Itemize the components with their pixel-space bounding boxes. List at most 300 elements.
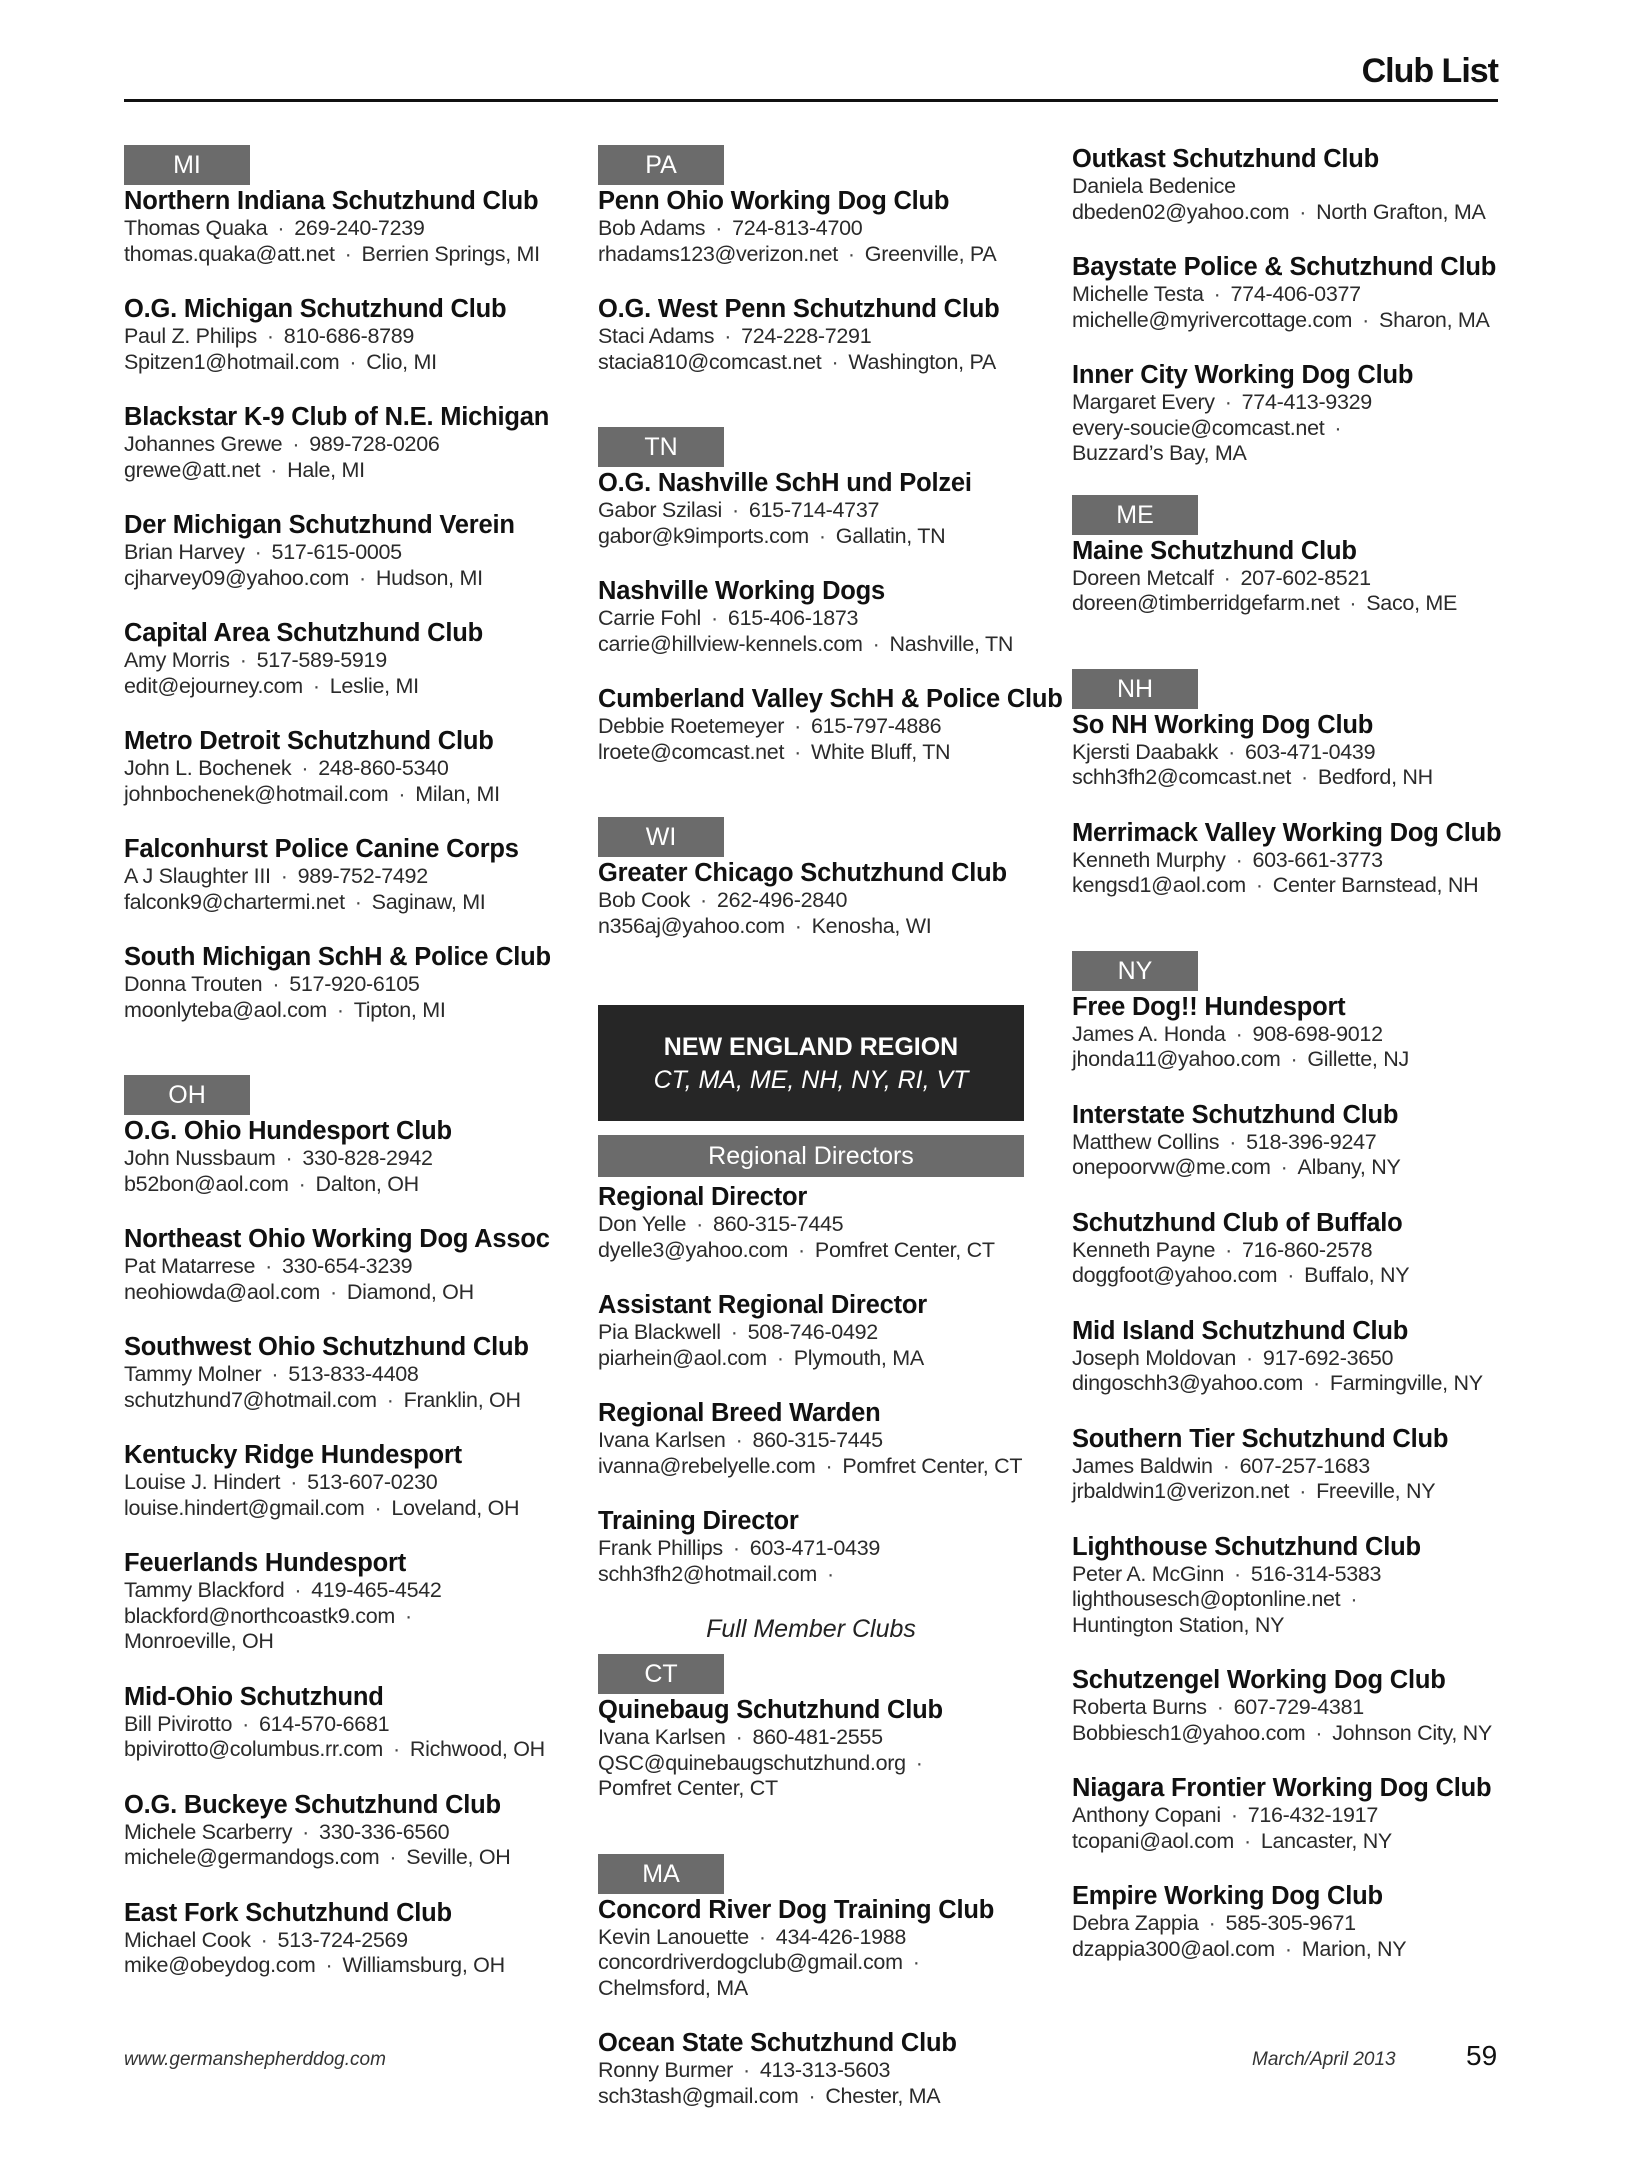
contact-field: Nashville, TN (889, 631, 1014, 656)
club-contact-line (598, 350, 1038, 376)
column-1 (124, 145, 564, 2031)
region-title: NEW ENGLAND REGION (663, 1033, 959, 1061)
club-contact-line (1072, 1263, 1512, 1289)
club-entry (1072, 1666, 1512, 1746)
director-title: Training Director (598, 1507, 799, 1535)
contact-field: mike@obeydog.com (124, 1953, 316, 1977)
club-contact-line (124, 1362, 564, 1388)
club-contact-line (124, 1820, 564, 1846)
contact-field: 603-471-0439 (1244, 739, 1376, 764)
separator-dot: · (1228, 739, 1235, 764)
contact-field: stacia810@comcast.net (598, 349, 822, 374)
separator-dot: · (1216, 1695, 1224, 1719)
club-name: So NH Working Dog Club (1072, 710, 1374, 739)
spacer (598, 967, 1038, 991)
club-entry (124, 943, 564, 1023)
club-contact-line (124, 216, 564, 242)
club-name: Northeast Ohio Working Dog Assoc (124, 1225, 550, 1253)
club-contact-line (1072, 1454, 1512, 1480)
club-entry (124, 1441, 564, 1521)
separator-dot: · (1222, 1453, 1230, 1478)
club-entry (1072, 1209, 1512, 1289)
separator-dot: · (1284, 1936, 1292, 1961)
club-entry (124, 1791, 564, 1871)
separator-dot: · (242, 1711, 249, 1736)
spacer (1072, 1990, 1512, 2014)
page-number: 59 (1466, 2040, 1498, 2071)
contact-field: Bob Cook (598, 888, 691, 912)
separator-dot: · (239, 648, 247, 672)
separator-dot: · (818, 523, 826, 548)
club-entry (1072, 711, 1512, 791)
contact-field: Albany, NY (1297, 1155, 1401, 1179)
club-entry (1072, 145, 1512, 225)
separator-dot: · (743, 2058, 750, 2082)
club-name: East Fork Schutzhund Club (124, 1898, 452, 1927)
club-contact-line (124, 1629, 564, 1655)
contact-field: 262-496-2840 (716, 888, 848, 912)
club-entry (598, 2029, 1038, 2109)
separator-dot: · (794, 739, 801, 764)
contact-field: 330-654-3239 (282, 1254, 413, 1278)
separator-dot: · (1224, 390, 1232, 414)
club-contact-line (1072, 566, 1512, 592)
club-entry (124, 1333, 564, 1413)
contact-field: Peter A. McGinn (1072, 1561, 1225, 1586)
contact-field: 716-860-2578 (1242, 1237, 1373, 1262)
contact-field: QSC@quinebaugschutzhund.org (598, 1750, 906, 1775)
separator-dot: · (301, 756, 309, 780)
contact-field: Diamond, OH (346, 1279, 474, 1304)
club-contact-line (124, 1737, 564, 1763)
separator-dot: · (1235, 1021, 1243, 1046)
contact-field: dingoschh3@yahoo.com (1072, 1371, 1303, 1395)
club-contact-line (124, 1928, 564, 1954)
spacer (598, 1830, 1038, 1854)
separator-dot: · (711, 606, 718, 630)
club-contact-line (1072, 1238, 1512, 1264)
club-name: Lighthouse Schutzhund Club (1072, 1532, 1421, 1561)
club-contact-line (124, 1388, 564, 1414)
contact-field: b52bon@aol.com (124, 1171, 289, 1196)
club-contact-line (1072, 1721, 1512, 1747)
club-contact-line (124, 1578, 564, 1604)
contact-field: 434-426-1988 (775, 1924, 907, 1949)
club-name: Cumberland Valley SchH & Police Club (598, 685, 1063, 713)
separator-dot: · (266, 324, 274, 348)
club-contact-line (1072, 1829, 1512, 1855)
separator-dot: · (825, 1453, 833, 1478)
director-title: Assistant Regional Director (598, 1291, 928, 1319)
state-tab: NH (1072, 669, 1198, 709)
spacer (598, 403, 1038, 427)
contact-field: James A. Honda (1072, 1021, 1226, 1046)
club-contact-line (124, 1470, 564, 1496)
separator-dot: · (1208, 1911, 1216, 1935)
contact-field: Michael Cook (124, 1927, 251, 1952)
club-name: Outkast Schutzhund Club (1072, 145, 1380, 173)
club-contact-line (1072, 848, 1512, 874)
club-contact-line (124, 432, 564, 458)
separator-dot: · (280, 864, 288, 888)
club-contact-line (124, 1254, 564, 1280)
club-entry (1072, 253, 1512, 333)
club-contact-line (1072, 1562, 1512, 1588)
club-contact-line (598, 914, 1038, 940)
contact-field: concordriverdogclub@gmail.com (598, 1950, 903, 1974)
state-tab: NY (1072, 951, 1198, 991)
contact-field: lroete@comcast.net (598, 739, 785, 764)
spacer (598, 2137, 1038, 2161)
contact-field: Pat Matarrese (124, 1254, 256, 1278)
club-entry (598, 1696, 1038, 1802)
separator-dot: · (724, 324, 732, 348)
separator-dot: · (254, 540, 262, 564)
contact-field: Anthony Copani (1072, 1803, 1221, 1827)
contact-field: thomas.quaka@att.net (124, 241, 335, 266)
contact-field: 518-396-9247 (1246, 1129, 1377, 1154)
separator-dot: · (794, 714, 801, 738)
club-name: Schutzengel Working Dog Club (1072, 1666, 1446, 1694)
club-name: Mid Island Schutzhund Club (1072, 1316, 1409, 1345)
contact-field: 508-746-0492 (747, 1320, 878, 1344)
club-entry (1072, 1774, 1512, 1854)
contact-field: Center Barnstead, NH (1272, 873, 1479, 897)
separator-dot: · (798, 1237, 805, 1262)
club-contact-line (1072, 200, 1512, 226)
contact-field: A J Slaughter III (124, 864, 271, 888)
club-name: Southern Tier Schutzhund Club (1072, 1424, 1449, 1453)
club-entry (598, 859, 1038, 939)
club-contact-line (1072, 1047, 1512, 1073)
separator-dot: · (1287, 1263, 1295, 1287)
contact-field: Johannes Grewe (124, 432, 283, 456)
club-contact-line (124, 540, 564, 566)
contact-field: Debbie Roetemeyer (598, 714, 785, 738)
separator-dot: · (1223, 565, 1231, 590)
spacer (124, 1051, 564, 1075)
contact-field: Freeville, NY (1316, 1479, 1436, 1503)
contact-field: Donna Trouten (124, 972, 263, 996)
separator-dot: · (260, 1927, 268, 1952)
contact-field: grewe@att.net (124, 457, 261, 482)
club-contact-line (1072, 1479, 1512, 1505)
contact-field: 413-313-5603 (759, 2058, 891, 2082)
contact-field: Hudson, MI (375, 565, 483, 590)
club-contact-line (124, 648, 564, 674)
club-contact-line (1072, 765, 1512, 791)
header-rule (124, 99, 1498, 102)
contact-field: 513-724-2569 (277, 1927, 408, 1952)
contact-field: Seville, OH (406, 1845, 511, 1869)
club-entry (124, 403, 564, 483)
contact-field: 774-413-9329 (1241, 390, 1372, 414)
club-entry (1072, 1533, 1512, 1639)
separator-dot: · (730, 1320, 738, 1344)
club-contact-line (598, 1925, 1038, 1951)
contact-field: sch3tash@gmail.com (598, 2083, 799, 2108)
separator-dot: · (715, 216, 723, 240)
contact-field: Johnson City, NY (1332, 1720, 1492, 1745)
club-name: Greater Chicago Schutzhund Club (598, 859, 1007, 887)
club-contact-line (124, 242, 564, 268)
contact-field: Saco, ME (1366, 591, 1458, 615)
club-contact-line (598, 216, 1038, 242)
club-contact-line (598, 1562, 1038, 1588)
contact-field: schutzhund7@hotmail.com (124, 1387, 377, 1412)
contact-field: Louise J. Hindert (124, 1470, 281, 1494)
club-contact-line (124, 1172, 564, 1198)
contact-field: Paul Z. Philips (124, 324, 257, 348)
club-entry (1072, 1101, 1512, 1181)
club-contact-line (598, 242, 1038, 268)
spacer (598, 793, 1038, 817)
region-states: CT, MA, ME, NH, NY, RI, VT (653, 1066, 969, 1094)
separator-dot: · (389, 1845, 397, 1869)
club-entry (124, 1225, 564, 1305)
contact-field: Kenneth Murphy (1072, 847, 1226, 872)
contact-field: johnbochenek@hotmail.com (124, 781, 389, 806)
club-contact-line (124, 674, 564, 700)
club-contact-line (598, 2084, 1038, 2110)
club-name: Penn Ohio Working Dog Club (598, 187, 950, 215)
club-contact-line (598, 1950, 1038, 1976)
separator-dot: · (1312, 1371, 1320, 1395)
contact-field: Doreen Metcalf (1072, 565, 1214, 590)
club-name: Free Dog!! Hundesport (1072, 992, 1346, 1021)
separator-dot: · (700, 888, 707, 912)
contact-field: Kenosha, WI (811, 913, 932, 938)
contact-field: Williamsburg, OH (342, 1953, 505, 1977)
club-contact-line (1072, 1130, 1512, 1156)
contact-field: dbeden02@yahoo.com (1072, 199, 1290, 224)
contact-field: piarhein@aol.com (598, 1345, 767, 1370)
contact-field: 517-615-0005 (271, 540, 402, 564)
contact-field: Bobbiesch1@yahoo.com (1072, 1720, 1306, 1745)
page-title: Club List (1361, 52, 1498, 90)
contact-field: North Grafton, MA (1316, 199, 1486, 224)
contact-field: Sharon, MA (1379, 307, 1490, 332)
state-tab: MA (598, 1854, 724, 1894)
contact-field: Bedford, NH (1317, 765, 1433, 789)
contact-field: Joseph Moldovan (1072, 1345, 1237, 1370)
club-contact-line (1072, 308, 1512, 334)
separator-dot: · (374, 1495, 382, 1520)
contact-field: 330-336-6560 (319, 1819, 450, 1844)
club-name: Schutzhund Club of Buffalo (1072, 1208, 1403, 1237)
club-contact-line (124, 1604, 564, 1630)
separator-dot: · (270, 457, 278, 482)
footer-date: March/April 2013 (1252, 2049, 1396, 2070)
club-contact-line (1072, 1937, 1512, 1963)
contact-field: michele@germandogs.com (124, 1845, 380, 1869)
club-entry (598, 295, 1038, 375)
club-contact-line (598, 498, 1038, 524)
contact-field: 269-240-7239 (294, 216, 425, 240)
club-contact-line (598, 888, 1038, 914)
club-contact-line (1072, 1803, 1512, 1829)
club-contact-line (1072, 1613, 1512, 1639)
separator-dot: · (915, 1750, 923, 1775)
contact-field: Buzzard’s Bay, MA (1072, 441, 1247, 465)
contact-field: Kenneth Payne (1072, 1237, 1216, 1262)
club-entry (124, 1899, 564, 1979)
contact-field: blackford@northcoastk9.com (124, 1603, 395, 1628)
club-contact-line (1072, 873, 1512, 899)
separator-dot: · (336, 997, 344, 1022)
contact-field: 908-698-9012 (1252, 1021, 1383, 1046)
separator-dot: · (302, 1819, 310, 1844)
contact-field: White Bluff, TN (811, 739, 951, 764)
contact-field: 513-607-0230 (307, 1470, 438, 1494)
contact-field: Pomfret Center, CT (814, 1237, 995, 1262)
contact-field: Chester, MA (825, 2083, 941, 2108)
club-name: Falconhurst Police Canine Corps (124, 835, 519, 863)
contact-field: Don Yelle (598, 1212, 687, 1236)
separator-dot: · (330, 1279, 337, 1304)
contact-field: Gabor Szilasi (598, 498, 722, 522)
contact-field: Michele Scarberry (124, 1819, 293, 1844)
contact-field: Chelmsford, MA (598, 1975, 748, 2000)
club-contact-line (124, 756, 564, 782)
club-contact-line (124, 566, 564, 592)
contact-field: kengsd1@aol.com (1072, 873, 1246, 897)
contact-field: Saginaw, MI (371, 889, 486, 914)
contact-field: 607-257-1683 (1239, 1453, 1370, 1478)
club-name: O.G. Ohio Hundesport Club (124, 1117, 452, 1145)
club-contact-line (124, 350, 564, 376)
contact-field: Matthew Collins (1072, 1129, 1220, 1154)
contact-field: Buffalo, NY (1304, 1263, 1410, 1287)
contact-field: Spitzen1@hotmail.com (124, 349, 340, 374)
regional-directors-bar: Regional Directors (598, 1135, 1024, 1177)
separator-dot: · (1230, 1803, 1238, 1827)
separator-dot: · (344, 241, 352, 266)
club-entry (124, 511, 564, 591)
separator-dot: · (847, 241, 855, 266)
club-contact-line (1072, 1346, 1512, 1372)
club-contact-line (1072, 1911, 1512, 1937)
club-contact-line (598, 740, 1038, 766)
club-contact-line (1072, 1022, 1512, 1048)
contact-field: falconk9@chartermi.net (124, 889, 345, 914)
club-name: Der Michigan Schutzhund Verein (124, 511, 515, 539)
separator-dot: · (1299, 199, 1307, 224)
club-name: Interstate Schutzhund Club (1072, 1100, 1399, 1129)
separator-dot: · (831, 349, 839, 374)
contact-field: carrie@hillview-kennels.com (598, 631, 863, 656)
separator-dot: · (277, 216, 285, 240)
contact-field: Pomfret Center, CT (598, 1776, 778, 1800)
club-entry (598, 469, 1038, 549)
club-entry (1072, 993, 1512, 1073)
contact-field: 716-432-1917 (1247, 1803, 1378, 1827)
contact-field: Gallatin, TN (835, 523, 946, 548)
club-contact-line (124, 1712, 564, 1738)
contact-field: Debra Zappia (1072, 1911, 1199, 1935)
contact-field: Franklin, OH (403, 1387, 521, 1412)
separator-dot: · (292, 432, 300, 456)
separator-dot: · (1280, 1155, 1288, 1179)
club-contact-line (598, 1976, 1038, 2002)
contact-field: 724-813-4700 (732, 216, 863, 240)
club-entry (598, 1896, 1038, 2002)
club-contact-line (598, 1320, 1038, 1346)
contact-field: michelle@myrivercottage.com (1072, 307, 1353, 332)
contact-field: Kjersti Daabakk (1072, 739, 1219, 764)
separator-dot: · (731, 498, 739, 522)
contact-field: Lancaster, NY (1260, 1828, 1392, 1853)
contact-field: 614-570-6681 (258, 1711, 390, 1736)
contact-field: Roberta Burns (1072, 1695, 1207, 1719)
separator-dot: · (1246, 1345, 1253, 1370)
separator-dot: · (735, 1428, 743, 1452)
contact-field: Carrie Fohl (598, 606, 702, 630)
club-name: Quinebaug Schutzhund Club (598, 1696, 943, 1724)
club-name: Maine Schutzhund Club (1072, 536, 1357, 565)
contact-field: Amy Morris (124, 648, 230, 672)
separator-dot: · (1301, 765, 1308, 789)
contact-field: 330-828-2942 (302, 1146, 433, 1170)
column-2 (598, 145, 1063, 2161)
separator-dot: · (1243, 1828, 1251, 1853)
contact-field: 585-305-9671 (1225, 1911, 1356, 1935)
contact-field: Hale, MI (287, 457, 365, 482)
spacer (124, 2007, 564, 2031)
contact-field: cjharvey09@yahoo.com (124, 565, 349, 590)
contact-field: Bob Adams (598, 216, 706, 240)
contact-field: Huntington Station, NY (1072, 1612, 1285, 1637)
state-tab: TN (598, 427, 724, 467)
contact-field: bpivirotto@columbus.rr.com (124, 1737, 383, 1761)
club-entry (598, 187, 1038, 267)
club-name: Inner City Working Dog Club (1072, 361, 1414, 389)
contact-field: 603-661-3773 (1252, 847, 1383, 872)
separator-dot: · (735, 1725, 743, 1749)
club-contact-line (1072, 1695, 1512, 1721)
separator-dot: · (1350, 1587, 1358, 1611)
club-contact-line (124, 864, 564, 890)
contact-field: Richwood, OH (409, 1737, 545, 1761)
club-contact-line (598, 1238, 1038, 1264)
club-name: Empire Working Dog Club (1072, 1882, 1383, 1910)
separator-dot: · (354, 889, 362, 914)
contact-field: edit@ejourney.com (124, 673, 303, 698)
club-name: Nashville Working Dogs (598, 577, 886, 605)
separator-dot: · (1229, 1129, 1237, 1154)
contact-field: tcopani@aol.com (1072, 1828, 1234, 1853)
separator-dot: · (732, 1536, 740, 1560)
separator-dot: · (1315, 1720, 1323, 1745)
contact-field: 513-833-4408 (288, 1362, 419, 1386)
contact-field: 989-728-0206 (309, 432, 440, 456)
club-name: Concord River Dog Training Club (598, 1895, 995, 1924)
club-contact-line (1072, 282, 1512, 308)
club-contact-line (598, 1346, 1038, 1372)
contact-field: schh3fh2@hotmail.com (598, 1561, 817, 1586)
club-entry (1072, 1317, 1512, 1397)
separator-dot: · (294, 1578, 302, 1602)
separator-dot: · (349, 349, 357, 374)
contact-field: neohiowda@aol.com (124, 1279, 321, 1304)
full-member-clubs-label: Full Member Clubs (706, 1615, 916, 1643)
club-name: Metro Detroit Schutzhund Club (124, 727, 494, 755)
club-contact-line (598, 1454, 1038, 1480)
contact-field: dzappia300@aol.com (1072, 1936, 1275, 1961)
separator-dot: · (386, 1387, 394, 1412)
contact-field: Washington, PA (848, 349, 996, 374)
club-entry (1072, 537, 1512, 617)
